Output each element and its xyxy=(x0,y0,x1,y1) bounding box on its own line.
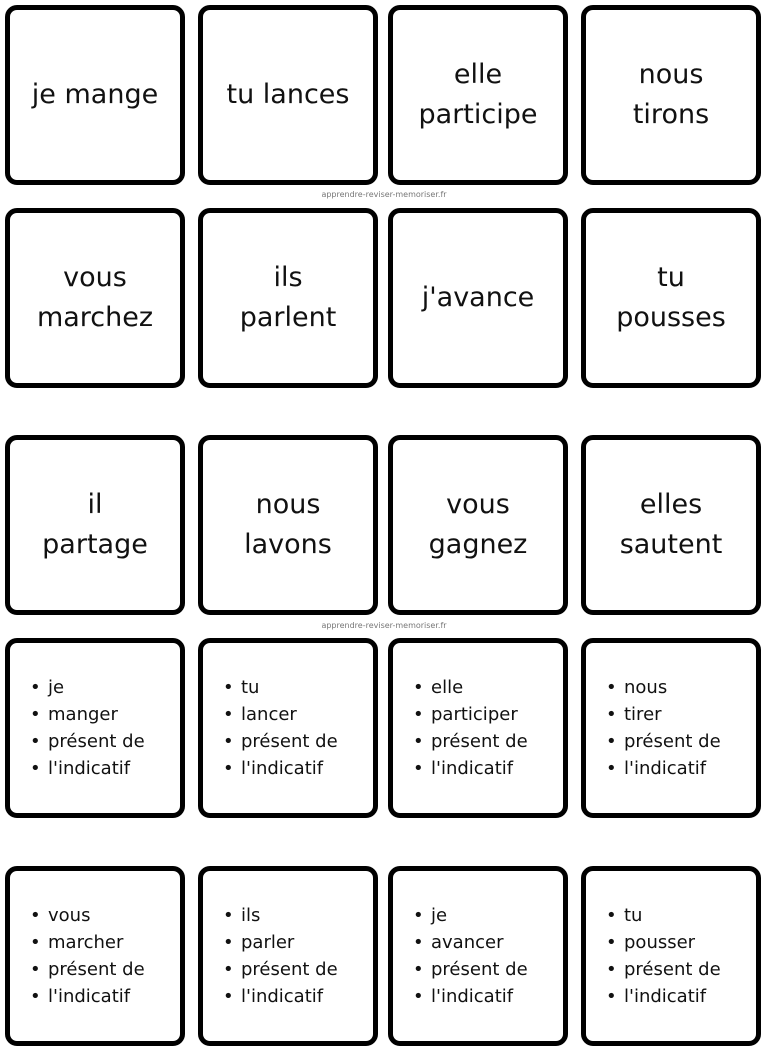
hint-card xyxy=(198,638,378,818)
card-word: elles sautent xyxy=(619,489,723,560)
word-card xyxy=(5,5,185,185)
hint-tense: • présent de xyxy=(28,956,145,983)
hint-tense: • présent de xyxy=(221,956,338,983)
hint-infinitive: • pousser xyxy=(604,929,721,956)
hint-pronoun: • tu xyxy=(221,674,338,701)
hint-mood: • l'indicatif xyxy=(221,755,338,782)
word-card xyxy=(198,208,378,388)
word-card xyxy=(198,435,378,615)
hint-tense: • présent de xyxy=(28,728,145,755)
hint-list xyxy=(411,674,528,782)
hint-list xyxy=(411,902,528,1010)
hint-card xyxy=(5,866,185,1046)
card-word: j'avance xyxy=(421,282,535,313)
card-word: vous marchez xyxy=(36,262,154,333)
word-card xyxy=(581,208,761,388)
hint-list xyxy=(604,902,721,1010)
hint-card xyxy=(198,866,378,1046)
hint-pronoun: • tu xyxy=(604,902,721,929)
hint-list xyxy=(28,674,145,782)
card-word: elle participe xyxy=(418,59,538,130)
card-word: ils parlent xyxy=(239,262,337,333)
hint-list xyxy=(221,674,338,782)
hint-infinitive: • lancer xyxy=(221,701,338,728)
hint-mood: • l'indicatif xyxy=(221,983,338,1010)
card-word: vous gagnez xyxy=(428,489,528,560)
word-card xyxy=(388,5,568,185)
hint-card xyxy=(581,638,761,818)
hint-mood: • l'indicatif xyxy=(604,983,721,1010)
hint-mood: • l'indicatif xyxy=(604,755,721,782)
card-word: nous lavons xyxy=(244,489,332,560)
hint-infinitive: • marcher xyxy=(28,929,145,956)
word-card xyxy=(581,435,761,615)
card-word: tu pousses xyxy=(616,262,726,333)
hint-infinitive: • participer xyxy=(411,701,528,728)
hint-pronoun: • nous xyxy=(604,674,721,701)
hint-tense: • présent de xyxy=(411,728,528,755)
hint-tense: • présent de xyxy=(221,728,338,755)
hint-pronoun: • ils xyxy=(221,902,338,929)
hint-card xyxy=(388,866,568,1046)
card-word: je mange xyxy=(31,79,159,110)
hint-pronoun: • elle xyxy=(411,674,528,701)
hint-pronoun: • je xyxy=(411,902,528,929)
hint-infinitive: • tirer xyxy=(604,701,721,728)
hint-mood: • l'indicatif xyxy=(411,983,528,1010)
card-word: tu lances xyxy=(226,79,350,110)
word-card xyxy=(5,435,185,615)
hint-card xyxy=(5,638,185,818)
hint-card xyxy=(581,866,761,1046)
word-card xyxy=(198,5,378,185)
card-word: il partage xyxy=(42,489,148,560)
hint-mood: • l'indicatif xyxy=(28,983,145,1010)
source-watermark: apprendre-reviser-memoriser.fr xyxy=(321,621,447,630)
hint-list xyxy=(604,674,721,782)
hint-list xyxy=(221,902,338,1010)
word-card xyxy=(581,5,761,185)
word-card xyxy=(388,208,568,388)
word-card xyxy=(5,208,185,388)
hint-pronoun: • vous xyxy=(28,902,145,929)
hint-card xyxy=(388,638,568,818)
word-card xyxy=(388,435,568,615)
hint-tense: • présent de xyxy=(411,956,528,983)
hint-tense: • présent de xyxy=(604,728,721,755)
hint-tense: • présent de xyxy=(604,956,721,983)
card-word: nous tirons xyxy=(632,59,710,130)
hint-mood: • l'indicatif xyxy=(28,755,145,782)
hint-infinitive: • parler xyxy=(221,929,338,956)
hint-pronoun: • je xyxy=(28,674,145,701)
hint-infinitive: • manger xyxy=(28,701,145,728)
hint-mood: • l'indicatif xyxy=(411,755,528,782)
hint-list xyxy=(28,902,145,1010)
source-watermark: apprendre-reviser-memoriser.fr xyxy=(321,190,447,199)
hint-infinitive: • avancer xyxy=(411,929,528,956)
